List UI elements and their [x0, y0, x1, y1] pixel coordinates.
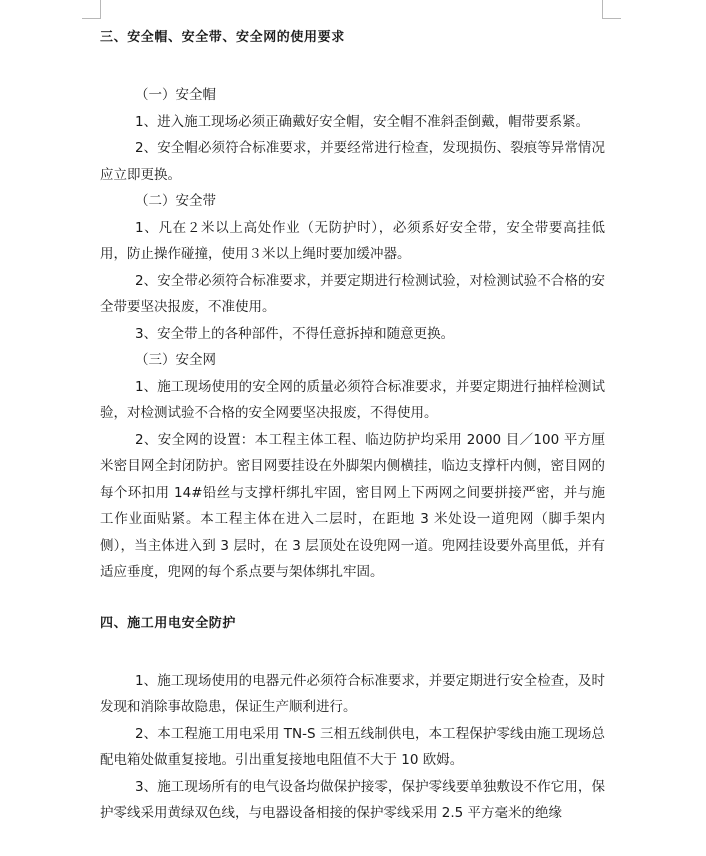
helmet-item-1: 1、进入施工现场必须正确戴好安全帽，安全帽不准斜歪倒戴，帽带要系紧。: [135, 113, 590, 130]
net-item-2: 2、安全网的设置：本工程主体工程、临边防护均采用 2000 目／100 平方厘米密目网全封闭防护。密目网要挂设在外脚架内侧横挂，临边支撑杆内侧，密目网的每个环扣用 14#铅丝与支撑杆绑扎牢固，密目网上下两网之间要拼接严密，并与施工作业面贴紧。本工程主体在进入二层时，在距地 3 米处设一道兜网（脚手架内侧），当主体进入到 3 层时，在 3 层顶处在设兜网一道。兜网挂设要外高里低，并有适应垂度，兜网的每个系点要与架体绑扎牢固。: [100, 431, 605, 580]
document-body: [100, 24, 605, 827]
net-subheading: （三）安全网: [135, 352, 216, 368]
belt-item-3: 3、安全带上的各种部件，不得任意拆掉和随意更换。: [135, 325, 455, 342]
belt-subheading: （二）安全带: [135, 193, 216, 209]
section-4-heading: 四、施工用电安全防护: [100, 615, 237, 631]
top-left-crop-mark: [82, 0, 101, 19]
power-item-2: 2、本工程施工用电采用 TN-S 三相五线制供电，本工程保护零线由施工现场总配电箱处做重复接地。引出重复接地电阻值不大于 10 欧姆。: [100, 725, 605, 768]
power-item-1: 1、施工现场使用的电器元件必须符合标准要求，并要定期进行安全检查，及时发现和消除事故隐患，保证生产顺利进行。: [100, 672, 605, 715]
belt-item-1: 1、凡在２米以上高处作业（无防护时），必须系好安全带，安全带要高挂低用，防止操作碰撞，使用３米以上绳时要加缓冲器。: [100, 219, 605, 262]
belt-item-2: 2、安全带必须符合标准要求，并要定期进行检测试验，对检测试验不合格的安全带要坚决报废，不准使用。: [100, 272, 605, 315]
top-right-crop-mark: [602, 0, 621, 19]
net-item-1: 1、施工现场使用的安全网的质量必须符合标准要求，并要定期进行抽样检测试验，对检测试验不合格的安全网要坚决报废，不得使用。: [100, 378, 605, 421]
helmet-item-2: 2、安全帽必须符合标准要求，并要经常进行检查，发现损伤、裂痕等异常情况应立即更换。: [100, 140, 605, 183]
helmet-subheading: （一）安全帽: [135, 87, 216, 103]
section-3-heading: 三、安全帽、安全带、安全网的使用要求: [100, 30, 345, 45]
power-item-3: 3、施工现场所有的电气设备均做保护接零，保护零线要单独敷设不作它用，保护零线采用黄绿双色线，与电器设备相接的保护零线采用 2.5 平方毫米的绝缘: [100, 778, 605, 821]
